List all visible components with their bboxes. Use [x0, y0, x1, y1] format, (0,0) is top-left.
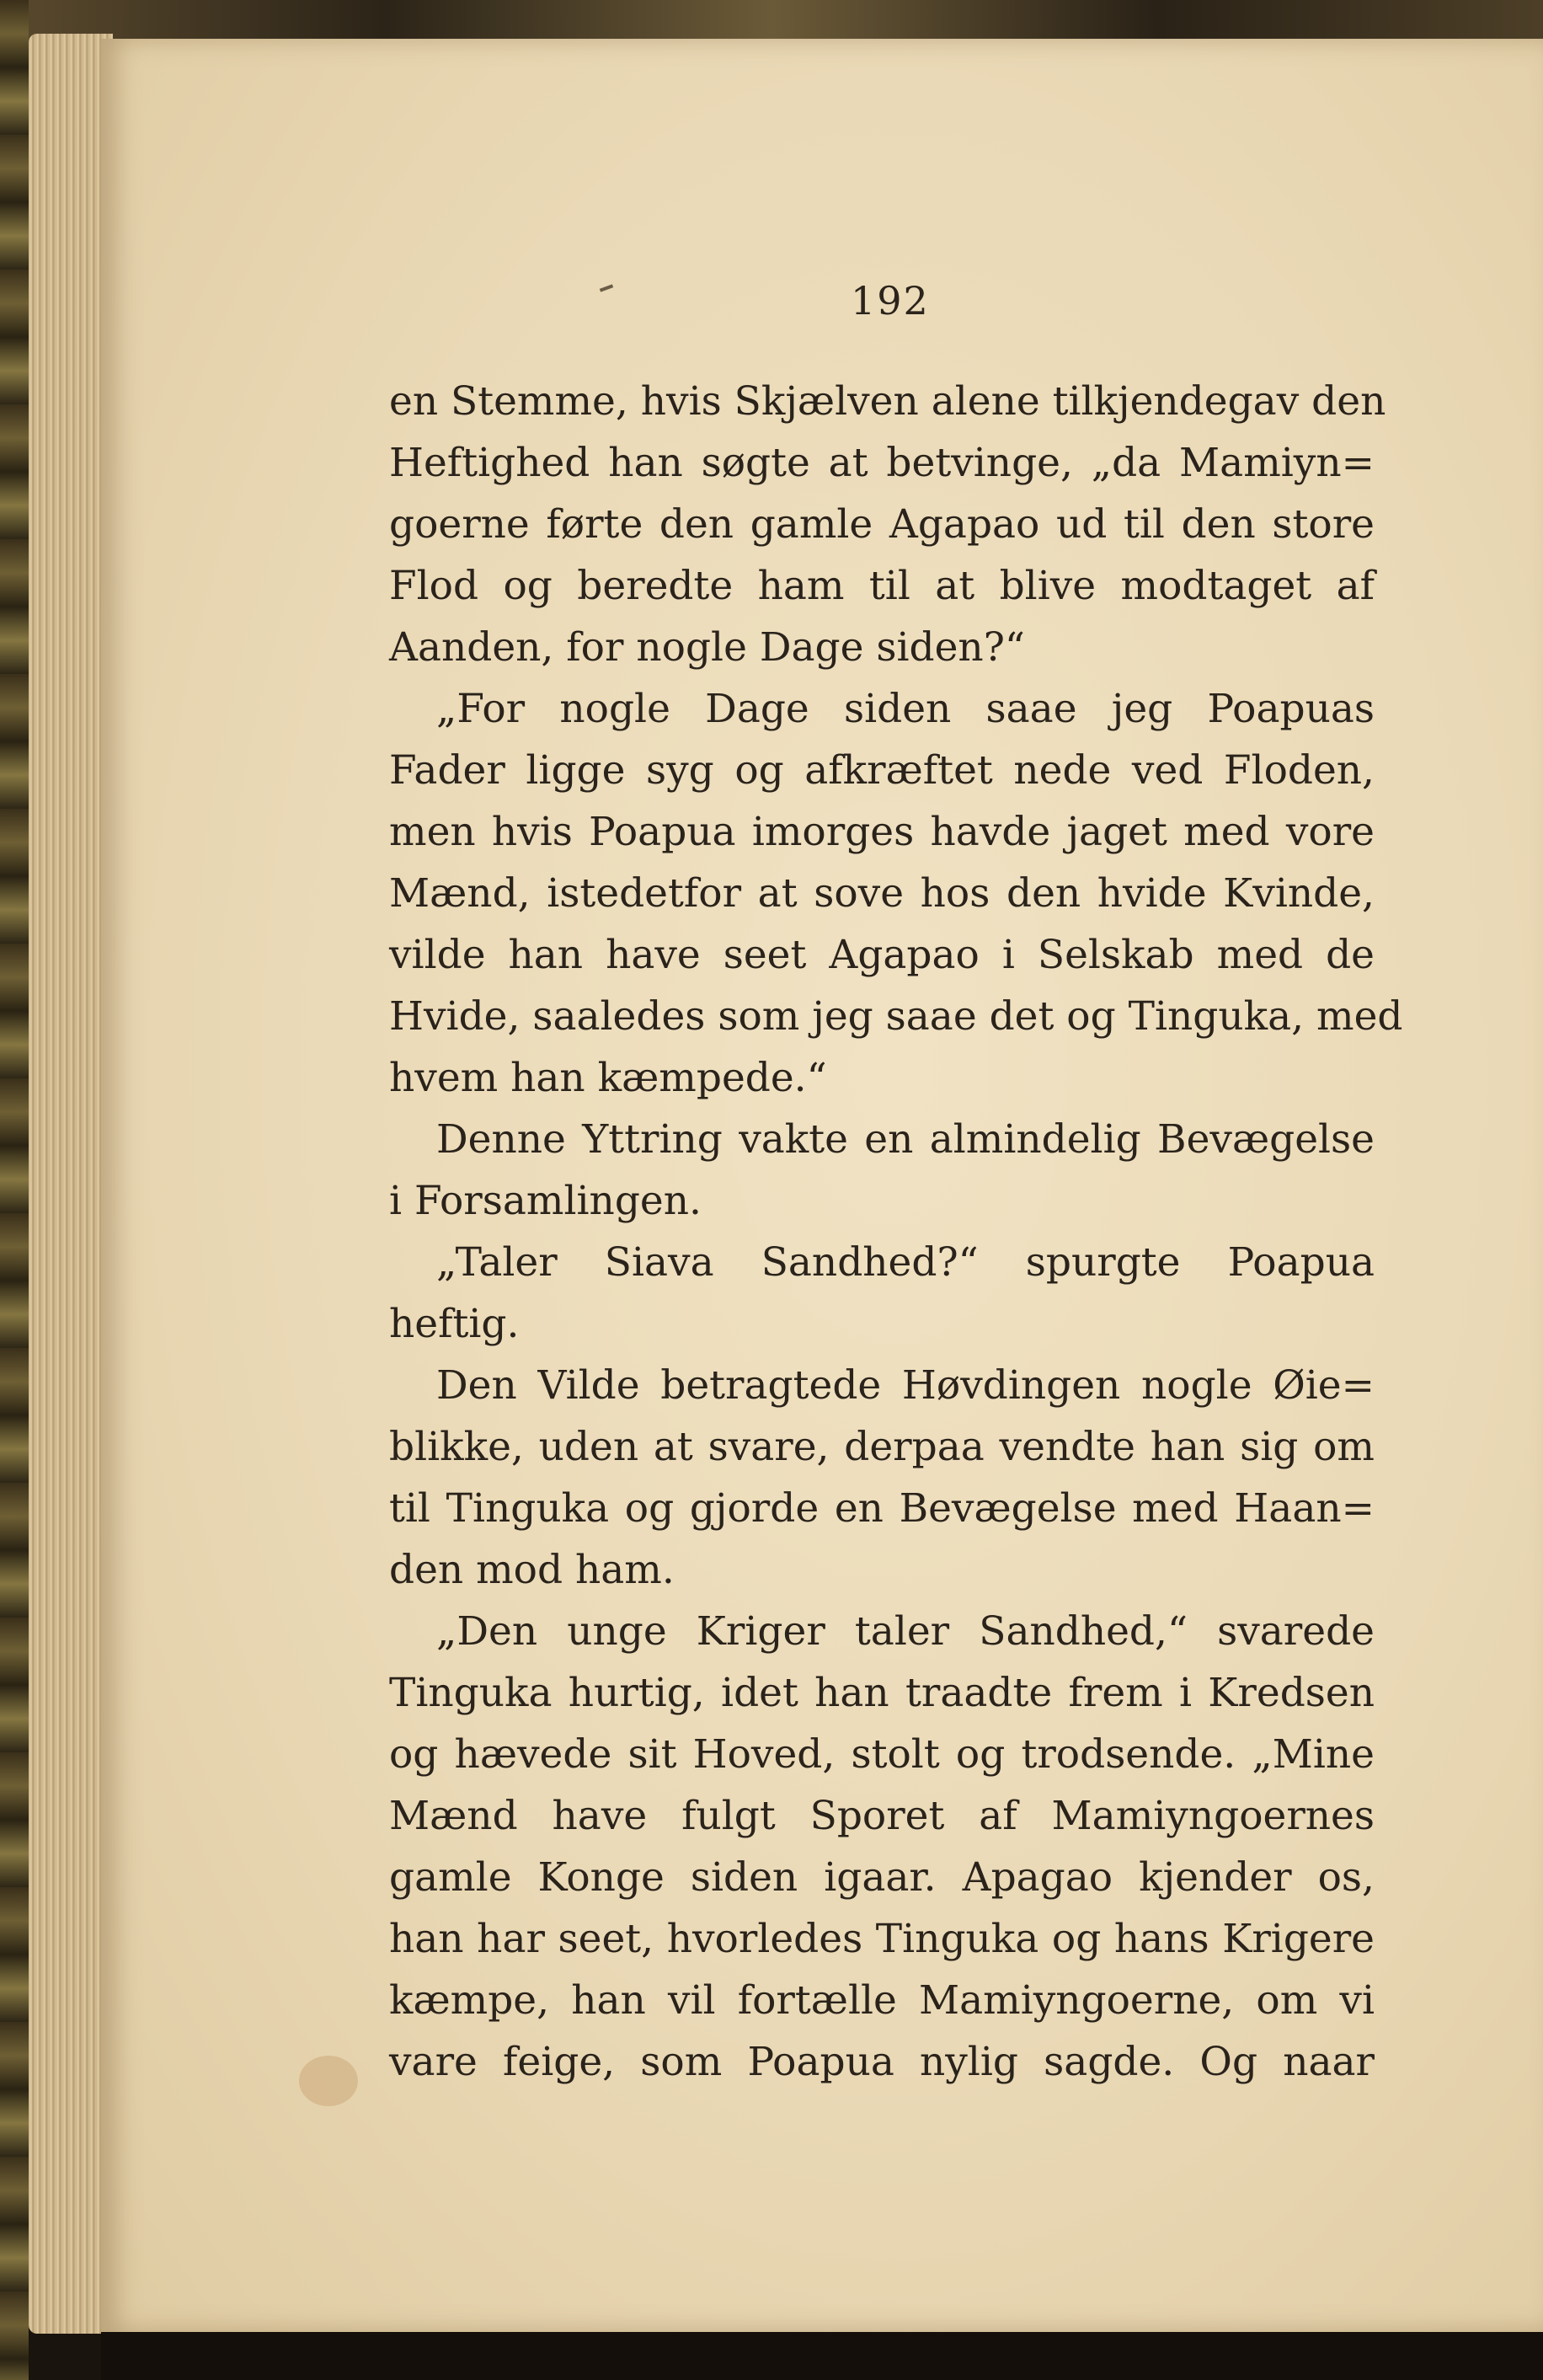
text-line: heftig. [389, 1301, 520, 1347]
book-binding-top [0, 0, 1543, 40]
text-line: vare feige, som Poapua nylig sagde. Og naar [389, 2039, 1375, 2085]
text-line: han har seet, hvorledes Tinguka og hans Krigere [389, 1916, 1375, 1962]
text-line: „Den unge Kriger taler Sandhed,“ svarede [436, 1608, 1375, 1655]
text-line: i Forsamlingen. [389, 1178, 702, 1224]
text-line: goerne førte den gamle Agapao ud til den store [389, 501, 1375, 548]
text-line: Mænd, istedetfor at sove hos den hvide Kvinde, [389, 870, 1375, 917]
text-line: den mod ham. [389, 1547, 675, 1593]
text-line: Mænd have fulgt Sporet af Mamiyngoernes [389, 1793, 1375, 1839]
page-number: 192 [851, 278, 930, 324]
text-line: til Tinguka og gjorde en Bevægelse med Haan= [389, 1485, 1375, 1532]
text-line: „For nogle Dage siden saae jeg Poapuas [436, 686, 1375, 732]
page-edges [29, 34, 113, 2334]
text-line: Tinguka hurtig, idet han traadte frem i Kredsen [389, 1670, 1375, 1716]
text-line: vilde han have seet Agapao i Selskab med de [389, 932, 1375, 978]
text-line: kæmpe, han vil fortælle Mamiyngoerne, om vi [389, 1977, 1375, 2024]
text-line: Fader ligge syg og afkræftet nede ved Floden, [389, 747, 1375, 794]
text-line: Aanden, for nogle Dage siden?“ [389, 624, 1025, 671]
body-text [389, 371, 1403, 2093]
text-line: blikke, uden at svare, derpaa vendte han sig om [389, 1424, 1375, 1470]
text-line: gamle Konge siden igaar. Apagao kjender os, [389, 1854, 1375, 1901]
text-line: Den Vilde betragtede Høvdingen nogle Øie= [436, 1362, 1375, 1409]
text-line: Denne Yttring vakte en almindelig Bevægelse [436, 1116, 1375, 1163]
text-line: og hævede sit Hoved, stolt og trodsende. „Mine [389, 1731, 1375, 1778]
text-line: „Taler Siava Sandhed?“ spurgte Poapua [436, 1239, 1375, 1286]
text-line: men hvis Poapua imorges havde jaget med vore [389, 809, 1375, 855]
book-binding-left [0, 0, 29, 2380]
text-line: Heftighed han søgte at betvinge, „da Mamiyn= [389, 440, 1375, 486]
text-line: Flod og beredte ham til at blive modtaget af [389, 563, 1375, 609]
text-line: en Stemme, hvis Skjælven alene tilkjendegav den [389, 378, 1386, 425]
bottom-shadow [101, 2332, 1543, 2380]
text-line: hvem han kæmpede.“ [389, 1055, 827, 1101]
text-line: Hvide, saaledes som jeg saae det og Tinguka, med [389, 993, 1403, 1040]
paper-stain [299, 2056, 358, 2106]
